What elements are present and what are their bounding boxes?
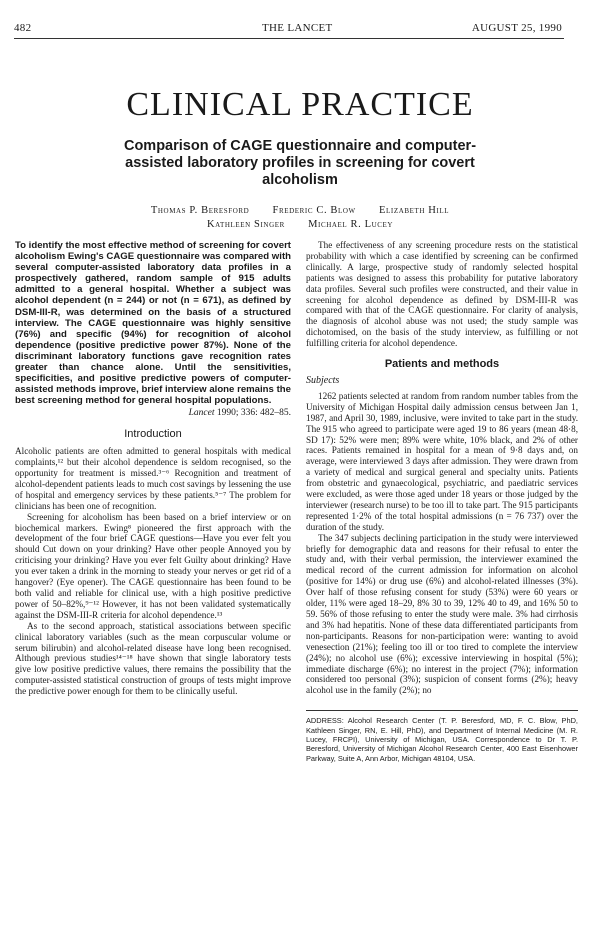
introduction-heading: Introduction: [124, 428, 182, 441]
body-paragraph: The 347 subjects declining participation in the study were interviewed briefly for demographic data and reasons for their refusal to enter the study and, with their verbal permission, the interviewer examined the medical record of the current admission for information on alcohol (positive for 14%) or drug use (6%) and alcohol-related illnesses (3%). Over half of those refusing consent for study (53%) were 60 years or older, 11% were aged 18–29, 8% 30 to 39, 12% 40 to 49, and 16% 50 to 59. 56% of those refusing to enter the study were male. 3% had cirrhosis and 3% had hepatitis. None of these data differentiated participants from non-participants. Reasons for non-participation were: wanting to avoid venesection (21%); feeling too ill or too tired to complete the interview (24%); no alcohol use (6%); excessive interviewing in hospital (5%); immediate discharge (6%); no interest in the project (7%); information considered too personal (3%); suspicion of consent forms (2%); heavy alcohol use in the family (2%); no: [306, 532, 578, 696]
body-paragraph: As to the second approach, statistical associations between specific clinical laboratory variables (such as the mean corpuscular volume or serum bilirubin) and alcohol-related disease have long been recognised. Although previous studies¹⁴⁻¹⁸ have shown that single laboratory tests give low positive predictive values, there remains the possibility that the computer-assisted statistical construction of groups of tests might improve the predictive power enough for them to be clinically useful.: [15, 620, 291, 697]
citation-journal: Lancet: [188, 408, 215, 419]
issue-date: AUGUST 25, 1990: [471, 22, 562, 34]
subjects-subheading: Subjects: [306, 374, 340, 386]
author-address: ADDRESS: Alcohol Research Center (T. P. Beresford, MD, F. C. Blow, PhD, Kathleen Singer, RN, E. Hill, PhD), and Department of Internal Medicine (M. R. Lucey, FRCPI), University of Michigan, USA. Correspondence to Dr T. P. Beresford, University of Michigan Alcohol Research Center, 400 East Eisenhower Parkway, Suite A, Ann Arbor, Michigan 48104, USA.: [306, 710, 578, 763]
author-name: Elizabeth Hill: [379, 205, 450, 216]
citation-volume: 1990; 336: 482–85.: [216, 408, 291, 419]
body-paragraph: Screening for alcoholism has been based on a brief interview or on biochemical markers. Ewing⁸ pioneered the first approach with the development of the four brief CAGE questions—Have you ever felt you should Cut down on your drinking? Have other people Annoyed you by criticising your drinking? Have you ever felt Guilty about drinking? Have you ever taken a drink in the morning to steady your nerves or get rid of a hangover? (Eye opener). The CAGE questionnaire has been found to be both valid and reliable for clinical use, with a high positive predictive power of 50–82%,⁹⁻¹² However, it has not been validated systematically against the DSM-III-R criteria for alcohol dependence.¹³: [15, 511, 291, 620]
page-number: 482: [14, 22, 32, 34]
journal-name: THE LANCET: [262, 22, 333, 34]
abstract: To identify the most effective method of screening for covert alcoholism Ewing's CAGE questionnaire was compared with several computer-assisted laboratory data profiles in a prospectively gathered, random sample of 915 adults admitted to a general hospital. Whether a subject was alcohol dependent (n = 244) or not (n = 671), as defined by DSM-III-R, was determined on the basis of a structured interview. The CAGE questionnaire was highly sensitive (76%) and specific (94%) for recognition of alcohol dependence (positive predictive power 87%). None of the discriminant laboratory functions gave recognition rates greater than chance alone. Until the sensitivities, specificities, and positive predictive powers of computer-assisted methods improve, brief interview alone remains the best screening method for general hospital populations.: [15, 240, 291, 407]
author-name: Frederic C. Blow: [272, 205, 356, 216]
body-paragraph: 1262 patients selected at random from random number tables from the University of Michigan Hospital daily admission census between Jan 1, 1987, and April 30, 1989, inclusive, were invited to take part in the study. The 915 who agreed to participate were aged 19 to 86 years (mean 48·8, SD 17): 52% were men; 89% were white, 10% black, and 2% of other races. Patients remained in hospital for a mean of 9·8 days and, on average, were interviewed 3 days after admission. They were drawn from a variety of medical and surgical general and specialty units. Patients from obstetric and gynaecological, psychiatric, and paediatric services were excluded, as were those aged under 18 years or those judged by the interviewer (research nurse) to be too ill to take part. The 915 participants represented 1·2% of the total hospital admissions (n = 76 737) over the duration of the study.: [306, 390, 578, 532]
author-name: Michael R. Lucey: [308, 219, 394, 230]
author-name: Thomas P. Beresford: [150, 205, 250, 216]
body-paragraph: Alcoholic patients are often admitted to general hospitals with medical complaints,¹² but their alcohol dependence is seldom recognised, so the opportunity for treatment is missed.³⁻⁶ Recognition and treatment of alcohol-dependent patients leads to much cost savings by lessening the use of hospital and emergency services by these patients.⁵⁻⁷ The problem for clinicians has been one of recognition.: [15, 446, 291, 511]
header-rule: [14, 38, 564, 39]
author-list: [60, 204, 540, 232]
section-title: CLINICAL PRACTICE: [126, 86, 474, 123]
methods-heading: Patients and methods: [384, 358, 500, 371]
citation: [15, 408, 291, 419]
paper-title: Comparison of CAGE questionnaire and computer-assisted laboratory profiles in screening for covert alcoholism: [123, 138, 477, 188]
left-column: [15, 240, 291, 900]
right-column: [306, 240, 578, 900]
author-name: Kathleen Singer: [206, 219, 285, 230]
body-paragraph: The effectiveness of any screening procedure rests on the statistical probability with which a case identified by screening can be confirmed clinically. A large, prospective study of randomly selected hospital patients was designed to assess this probability for putative laboratory data profiles. Several such profiles were constructed, and their value in screening for alcohol dependence as defined by DSM-III-R was compared with that of the CAGE questionnaire. For clarity of analysis, the diagnosis of alcohol abuse was not used; the study sample was dichotomised, on the basis of the study interview, as fulfilling or not fulfilling criteria for alcohol dependence.: [306, 240, 578, 349]
